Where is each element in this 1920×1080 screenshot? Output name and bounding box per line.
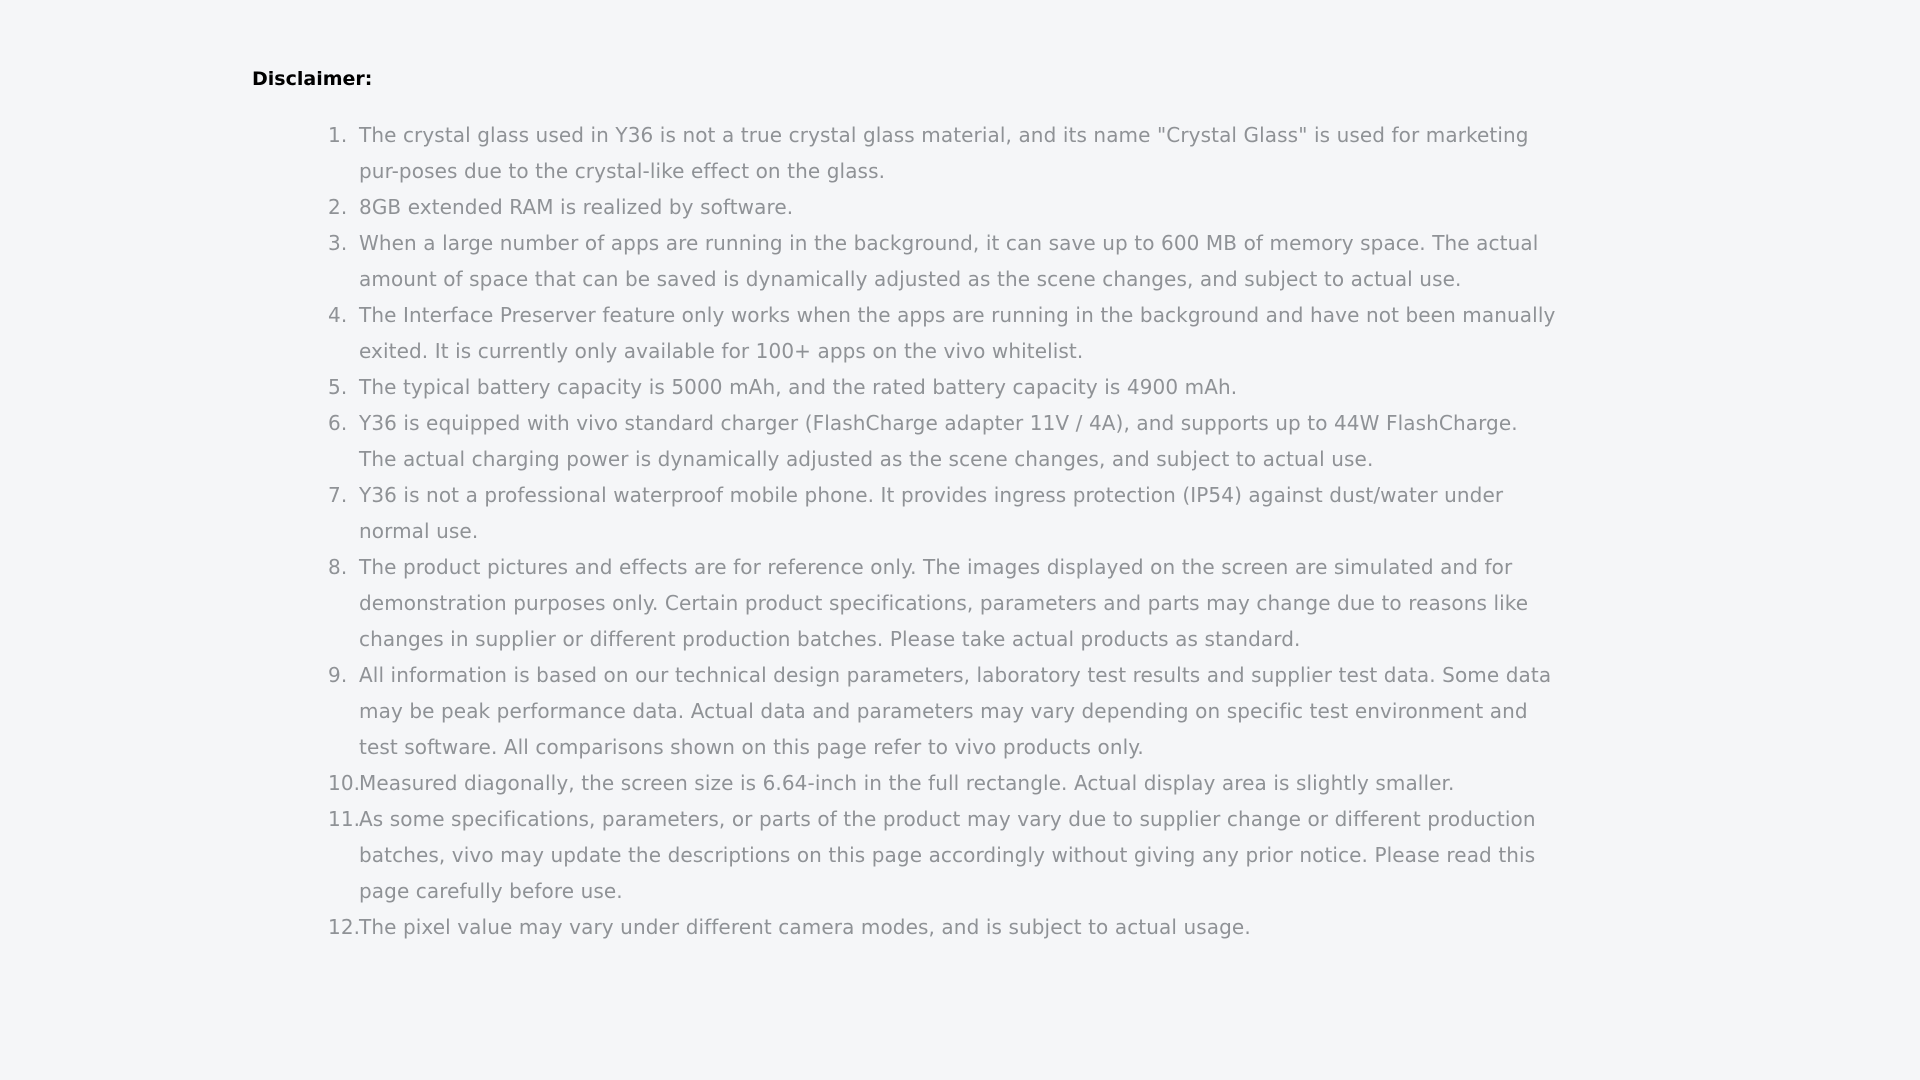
item-text: The typical battery capacity is 5000 mAh, and the rated battery capacity is 4900 mAh.	[359, 375, 1238, 399]
disclaimer-item	[328, 477, 1560, 549]
disclaimer-item	[328, 549, 1560, 657]
disclaimer-item	[328, 909, 1560, 945]
disclaimer-item	[328, 189, 1560, 225]
item-number: 4.	[328, 303, 348, 327]
item-text: The pixel value may vary under different camera modes, and is subject to actual usage.	[359, 915, 1251, 939]
disclaimer-item	[328, 405, 1560, 477]
item-text: When a large number of apps are running in the background, it can save up to 600 MB of memory space. The actual amount of space that can be saved is dynamically adjusted as the scene changes, and subject to actual use.	[359, 231, 1539, 291]
item-number: 8.	[328, 555, 348, 579]
item-text: 8GB extended RAM is realized by software.	[359, 195, 794, 219]
item-text: Y36 is not a professional waterproof mobile phone. It provides ingress protection (IP54) against dust/water under normal use.	[359, 483, 1504, 543]
item-number: 7.	[328, 483, 348, 507]
item-text: Y36 is equipped with vivo standard charger (FlashCharge adapter 11V / 4A), and supports up to 44W FlashCharge. The actual charging power is dynamically adjusted as the scene changes, and subject to actual use.	[359, 411, 1518, 471]
item-number: 2.	[328, 195, 348, 219]
item-number: 3.	[328, 231, 348, 255]
disclaimer-item	[328, 801, 1560, 909]
disclaimer-item	[328, 657, 1560, 765]
disclaimer-list	[328, 117, 1560, 945]
item-text: The Interface Preserver feature only works when the apps are running in the background and have not been manually exited. It is currently only available for 100+ apps on the vivo whitelist.	[359, 303, 1556, 363]
item-text: The product pictures and effects are for reference only. The images displayed on the screen are simulated and for demonstration purposes only. Certain product specifications, parameters and parts may change due to reasons like changes in supplier or different production batches. Please take actual products as standard.	[359, 555, 1529, 651]
disclaimer-item	[328, 765, 1560, 801]
item-number: 6.	[328, 411, 348, 435]
item-number: 1.	[328, 123, 348, 147]
disclaimer-item	[328, 297, 1560, 369]
disclaimer-item	[328, 117, 1560, 189]
item-text: As some specifications, parameters, or parts of the product may vary due to supplier change or different production batches, vivo may update the descriptions on this page accordingly without giving any prior notice. Please read this page carefully before use.	[359, 807, 1536, 903]
item-text: Measured diagonally, the screen size is 6.64-inch in the full rectangle. Actual display area is slightly smaller.	[359, 771, 1455, 795]
item-text: All information is based on our technical design parameters, laboratory test results and supplier test data. Some data may be peak performance data. Actual data and parameters may vary depending on specific test environment and test software. All comparisons shown on this page refer to vivo products only.	[359, 663, 1552, 759]
disclaimer-item	[328, 369, 1560, 405]
item-text: The crystal glass used in Y36 is not a true crystal glass material, and its name "Crystal Glass" is used for marketing pur-poses due to the crystal-like effect on the glass.	[359, 123, 1529, 183]
disclaimer-title: Disclaimer:	[252, 68, 373, 90]
item-number: 11.	[328, 807, 361, 831]
item-number: 5.	[328, 375, 348, 399]
disclaimer-item	[328, 225, 1560, 297]
item-number: 10.	[328, 771, 361, 795]
item-number: 9.	[328, 663, 348, 687]
item-number: 12.	[328, 915, 361, 939]
